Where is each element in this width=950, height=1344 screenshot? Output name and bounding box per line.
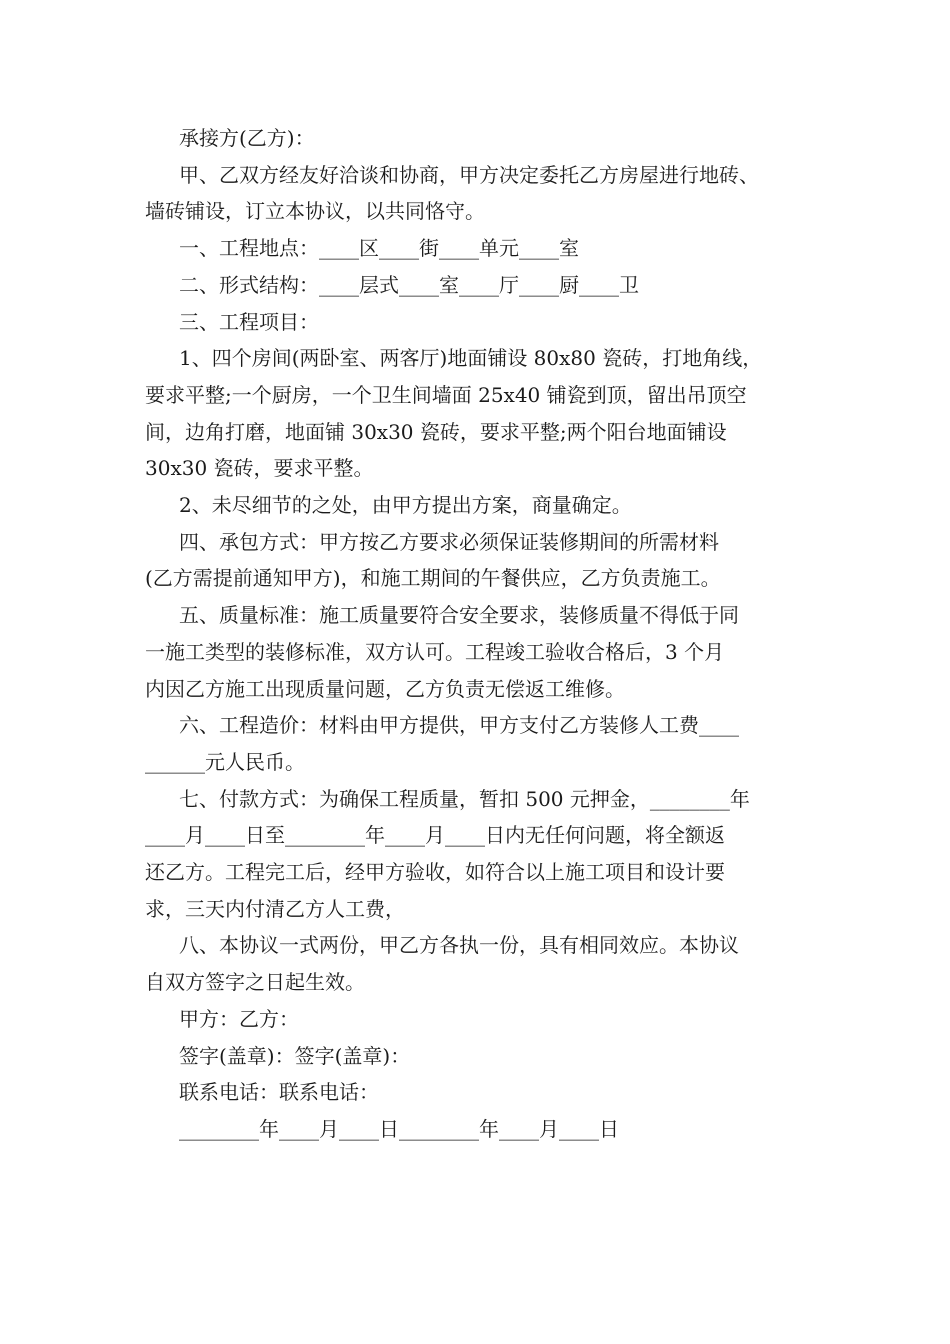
- text-line: 签字(盖章)：签字(盖章)：: [179, 1043, 411, 1068]
- paragraph: [145, 1074, 825, 1111]
- paragraph: [145, 157, 825, 230]
- paragraph: [145, 781, 825, 928]
- text-line: 甲、乙双方经友好洽谈和协商，甲方决定委托乙方房屋进行地砖、: [179, 162, 759, 187]
- text-line: 八、本协议一式两份，甲乙方各执一份，具有相同效应。本协议: [179, 933, 739, 958]
- text-line: 内因乙方施工出现质量问题，乙方负责无偿返工维修。: [145, 676, 625, 701]
- text-line: 七、付款方式：为确保工程质量，暂扣 500 元押金，________年: [179, 786, 750, 811]
- text-line: 四、承包方式：甲方按乙方要求必须保证装修期间的所需材料: [179, 529, 719, 554]
- text-line: 求，三天内付清乙方人工费，: [145, 896, 405, 921]
- text-line: 五、质量标准：施工质量要符合安全要求，装修质量不得低于同: [179, 603, 739, 628]
- text-line: 间，边角打磨，地面铺 30x30 瓷砖，要求平整;两个阳台地面铺设: [145, 419, 727, 444]
- text-line: 一施工类型的装修标准，双方认可。工程竣工验收合格后，3 个月: [145, 639, 725, 664]
- text-line: 还乙方。工程完工后，经甲方验收，如符合以上施工项目和设计要: [145, 860, 725, 885]
- text-line: ________年____月____日________年____月____日: [179, 1116, 619, 1141]
- text-line: 承接方(乙方)：: [179, 126, 315, 150]
- text-line: 甲方：乙方：: [179, 1006, 299, 1031]
- paragraph: [145, 267, 825, 304]
- text-line: 六、工程造价：材料由甲方提供，甲方支付乙方装修人工费____: [179, 713, 739, 738]
- text-line: ______元人民币。: [145, 749, 305, 774]
- text-line: 1、四个房间(两卧室、两客厅)地面铺设 80x80 瓷砖，打地角线，: [179, 346, 763, 371]
- text-line: (乙方需提前通知甲方)，和施工期间的午餐供应，乙方负责施工。: [145, 566, 721, 591]
- paragraph: [145, 120, 825, 157]
- text-line: 自双方签字之日起生效。: [145, 970, 365, 995]
- paragraph: [145, 1001, 825, 1038]
- paragraph: [145, 927, 825, 1000]
- paragraph: [145, 1038, 825, 1075]
- text-line: ____月____日至________年____月____日内无任何问题，将全额返: [145, 823, 725, 848]
- text-line: 2、未尽细节的之处，由甲方提出方案，商量确定。: [179, 493, 632, 518]
- text-line: 要求平整;一个厨房，一个卫生间墙面 25x40 铺瓷到顶，留出吊顶空: [145, 382, 747, 407]
- paragraph: [145, 340, 825, 487]
- text-line: 墙砖铺设，订立本协议，以共同恪守。: [145, 199, 485, 224]
- paragraph: [145, 1111, 825, 1148]
- paragraph: [145, 707, 825, 780]
- text-line: 二、形式结构：____层式____室____厅____厨____卫: [179, 272, 639, 297]
- paragraph: [145, 304, 825, 341]
- document-body: [145, 120, 825, 1148]
- text-line: 联系电话：联系电话：: [179, 1080, 379, 1105]
- text-line: 三、工程项目：: [179, 309, 319, 334]
- paragraph: [145, 597, 825, 707]
- text-line: 一、工程地点：____区____街____单元____室: [179, 236, 579, 261]
- paragraph: [145, 524, 825, 597]
- text-line: 30x30 瓷砖，要求平整。: [145, 456, 374, 481]
- paragraph: [145, 230, 825, 267]
- paragraph: [145, 487, 825, 524]
